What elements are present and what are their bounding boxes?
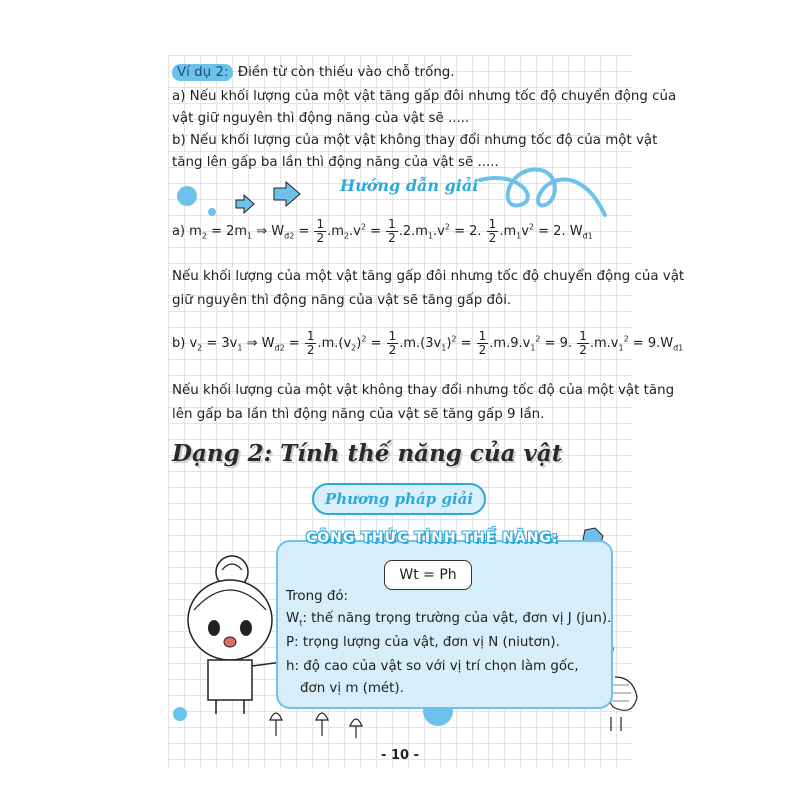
section-title: Dạng 2: Tính thế năng của vật xyxy=(172,440,563,467)
question-b-line1: b) Nếu khối lượng của một vật không thay đổi nhưng tốc độ của một vật xyxy=(172,133,658,148)
potential-energy-formula: Wt = Ph xyxy=(384,560,472,590)
question-a-line2: vật giữ nguyên thì động năng của vật sẽ ..... xyxy=(172,111,470,126)
formula-a: a) $m_2 = 2m_1$ ⇒ $W_{đ2}$ = $\frac{1}{2}$ $.m_2.v^2$ = $\frac{1}{2}$ $.2.m_1.v^2 = 2$. $\frac{1}{2}$ $.m_1v^2 = 2$. $W_{đ1}$ xyxy=(172,217,593,245)
answer-a-line2: giữ nguyên thì động năng của vật sẽ tăng gấp đôi. xyxy=(172,293,512,308)
girl-character xyxy=(170,540,290,720)
example-prompt-line xyxy=(172,64,455,82)
p-description: P: trọng lượng của vật, đơn vị N (niutơn). xyxy=(286,635,560,650)
where-label: Trong đó: xyxy=(286,589,349,604)
h-description-line2: đơn vị m (mét). xyxy=(300,681,404,696)
method-title: Phương pháp giải xyxy=(312,483,486,515)
h-description-line1: h: độ cao của vật so với vị trí chọn làm gốc, xyxy=(286,659,579,674)
example-tag: Ví dụ 2: xyxy=(172,64,233,81)
w-description-text: : thế năng trọng trường của vật, đơn vị J (jun). xyxy=(302,611,612,626)
formula-b: b) $v_2 = 3v_1$ ⇒ $W_{đ2}$ = $\frac{1}{2}$ $.m.(v_2)^2$ = $\frac{1}{2}$ $.m.(3v_1)^2$ = $\frac{1}{2}$ $.m.9.v_1^2 = 9$. $\frac{1}{2}$ $.m.v_1^2 = 9.W_{đ1}$ xyxy=(172,329,684,357)
w-description: $W_t$: thế năng trọng trường của vật, đơn vị J (jun). xyxy=(286,611,612,628)
guide-title: Hướng dẫn giải xyxy=(340,176,479,195)
example-prompt: Điền từ còn thiếu vào chỗ trống. xyxy=(237,65,455,80)
formula-box-title: CÔNG THỨC TÍNH THẾ NĂNG: xyxy=(306,530,559,546)
answer-b-line1: Nếu khối lượng của một vật không thay đổi nhưng tốc độ của một vật tăng xyxy=(172,383,675,398)
answer-b-line2: lên gấp ba lần thì động năng của vật sẽ tăng gấp 9 lần. xyxy=(172,407,545,422)
question-b-line2: tăng lên gấp ba lần thì động năng của vật sẽ ..... xyxy=(172,155,499,170)
answer-a-line1: Nếu khối lượng của một vật tăng gấp đôi nhưng tốc độ chuyển động của vật xyxy=(172,269,685,284)
page-number: - 10 - xyxy=(381,748,419,763)
question-a-line1: a) Nếu khối lượng của một vật tăng gấp đôi nhưng tốc độ chuyển động của xyxy=(172,89,677,104)
